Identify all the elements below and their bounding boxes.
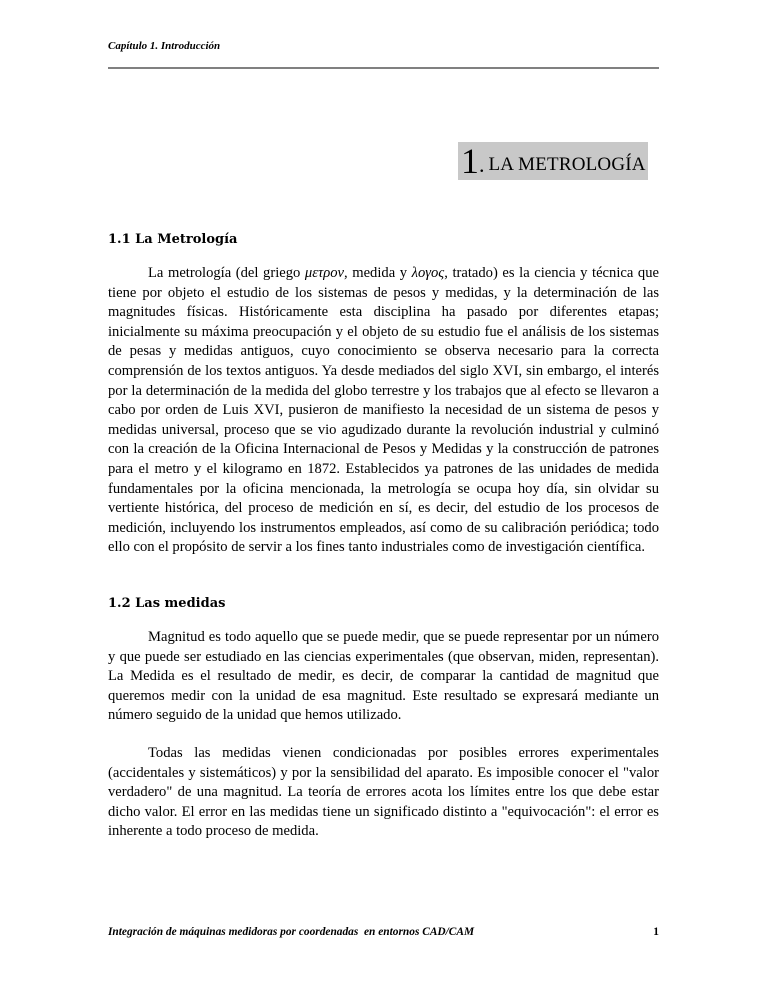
section-heading-1-1: 1.1 La Metrología — [108, 232, 238, 247]
greek-word-logos: λογος — [411, 265, 445, 281]
chapter-number-dot: . — [479, 152, 485, 177]
paragraph-text: La metrología (del griego — [148, 265, 305, 281]
page-number: 1 — [653, 926, 659, 938]
paragraph-errores: Todas las medidas vienen condicionadas por posibles errores experimentales (accidentales y sistemáticos) y por la sensibilidad del aparato. Es imposible conocer el "valor verdadero" de una magnitud. La teoría de errores acota los límites entre los que debe estar dicho valor. El error en las medidas tiene un significado distinto a "equivocación": el error es inherente a todo proceso de medida. — [108, 745, 659, 840]
page-footer — [108, 926, 659, 938]
chapter-title-box — [458, 142, 648, 180]
footer-title: Integración de máquinas medidoras por coordenadas en entornos CAD/CAM — [108, 926, 475, 938]
header-divider — [108, 67, 659, 69]
greek-word-metron: μετρον — [304, 265, 344, 281]
section-heading-1-2: 1.2 Las medidas — [108, 596, 226, 611]
paragraph-text: , medida y — [344, 265, 412, 281]
paragraph-magnitud: Magnitud es todo aquello que se puede medir, que se puede representar por un número y que puede ser estudiado en las ciencias experimentales (que observan, miden, representan). La Medida es el resultado de medir, es decir, de comparar la cantidad de magnitud que queremos medir con la unidad de esa magnitud. Este resultado se expresará mediante un número seguido de la unidad que hemos utilizado. — [108, 629, 659, 724]
running-header-title: Capítulo 1. Introducción — [108, 40, 221, 52]
paragraph-text: , tratado) es la ciencia y técnica que tiene por objeto el estudio de los sistemas de pesos y medidas, y la determinación de las magnitudes físicas. Históricamente esta disciplina ha pasado por diferentes etapas; inicialmente su máxima preocupación y el objeto de su estudio fue el análisis de los sistemas de pesas y medidas antiguos, cuyo conocimiento se observa necesario para la correcta comprensión de los textos antiguos. Ya desde mediados del siglo XVI, sin embargo, el interés por la determinación de la medida del globo terrestre y los trabajos que al efecto se llevaron a cabo por orden de Luis XVI, pusieron de manifiesto la necesidad de un sistema de pesos y medidas universal, proceso que se vio agudizado durante la revolución industrial y culminó con la creación de la Oficina Internacional de Pesos y Medidas y la construcción de patrones para el metro y el kilogramo en 1872. Establecidos ya patrones de las unidades de medida fundamentales por la oficina mencionada, la metrología se ocupa hoy día, sin olvidar su vertiente histórica, del proceso de medición en sí, es decir, del estudio de los procesos de medición, incluyendo los instrumentos empleados, así como de su calibración periódica; todo ello con el propósito de servir a los fines tanto industriales como de investigación científica. — [108, 265, 659, 556]
chapter-name: LA METROLOGÍA — [488, 154, 646, 175]
paragraph-metrologia — [108, 264, 659, 558]
chapter-number: 1 — [461, 141, 479, 181]
